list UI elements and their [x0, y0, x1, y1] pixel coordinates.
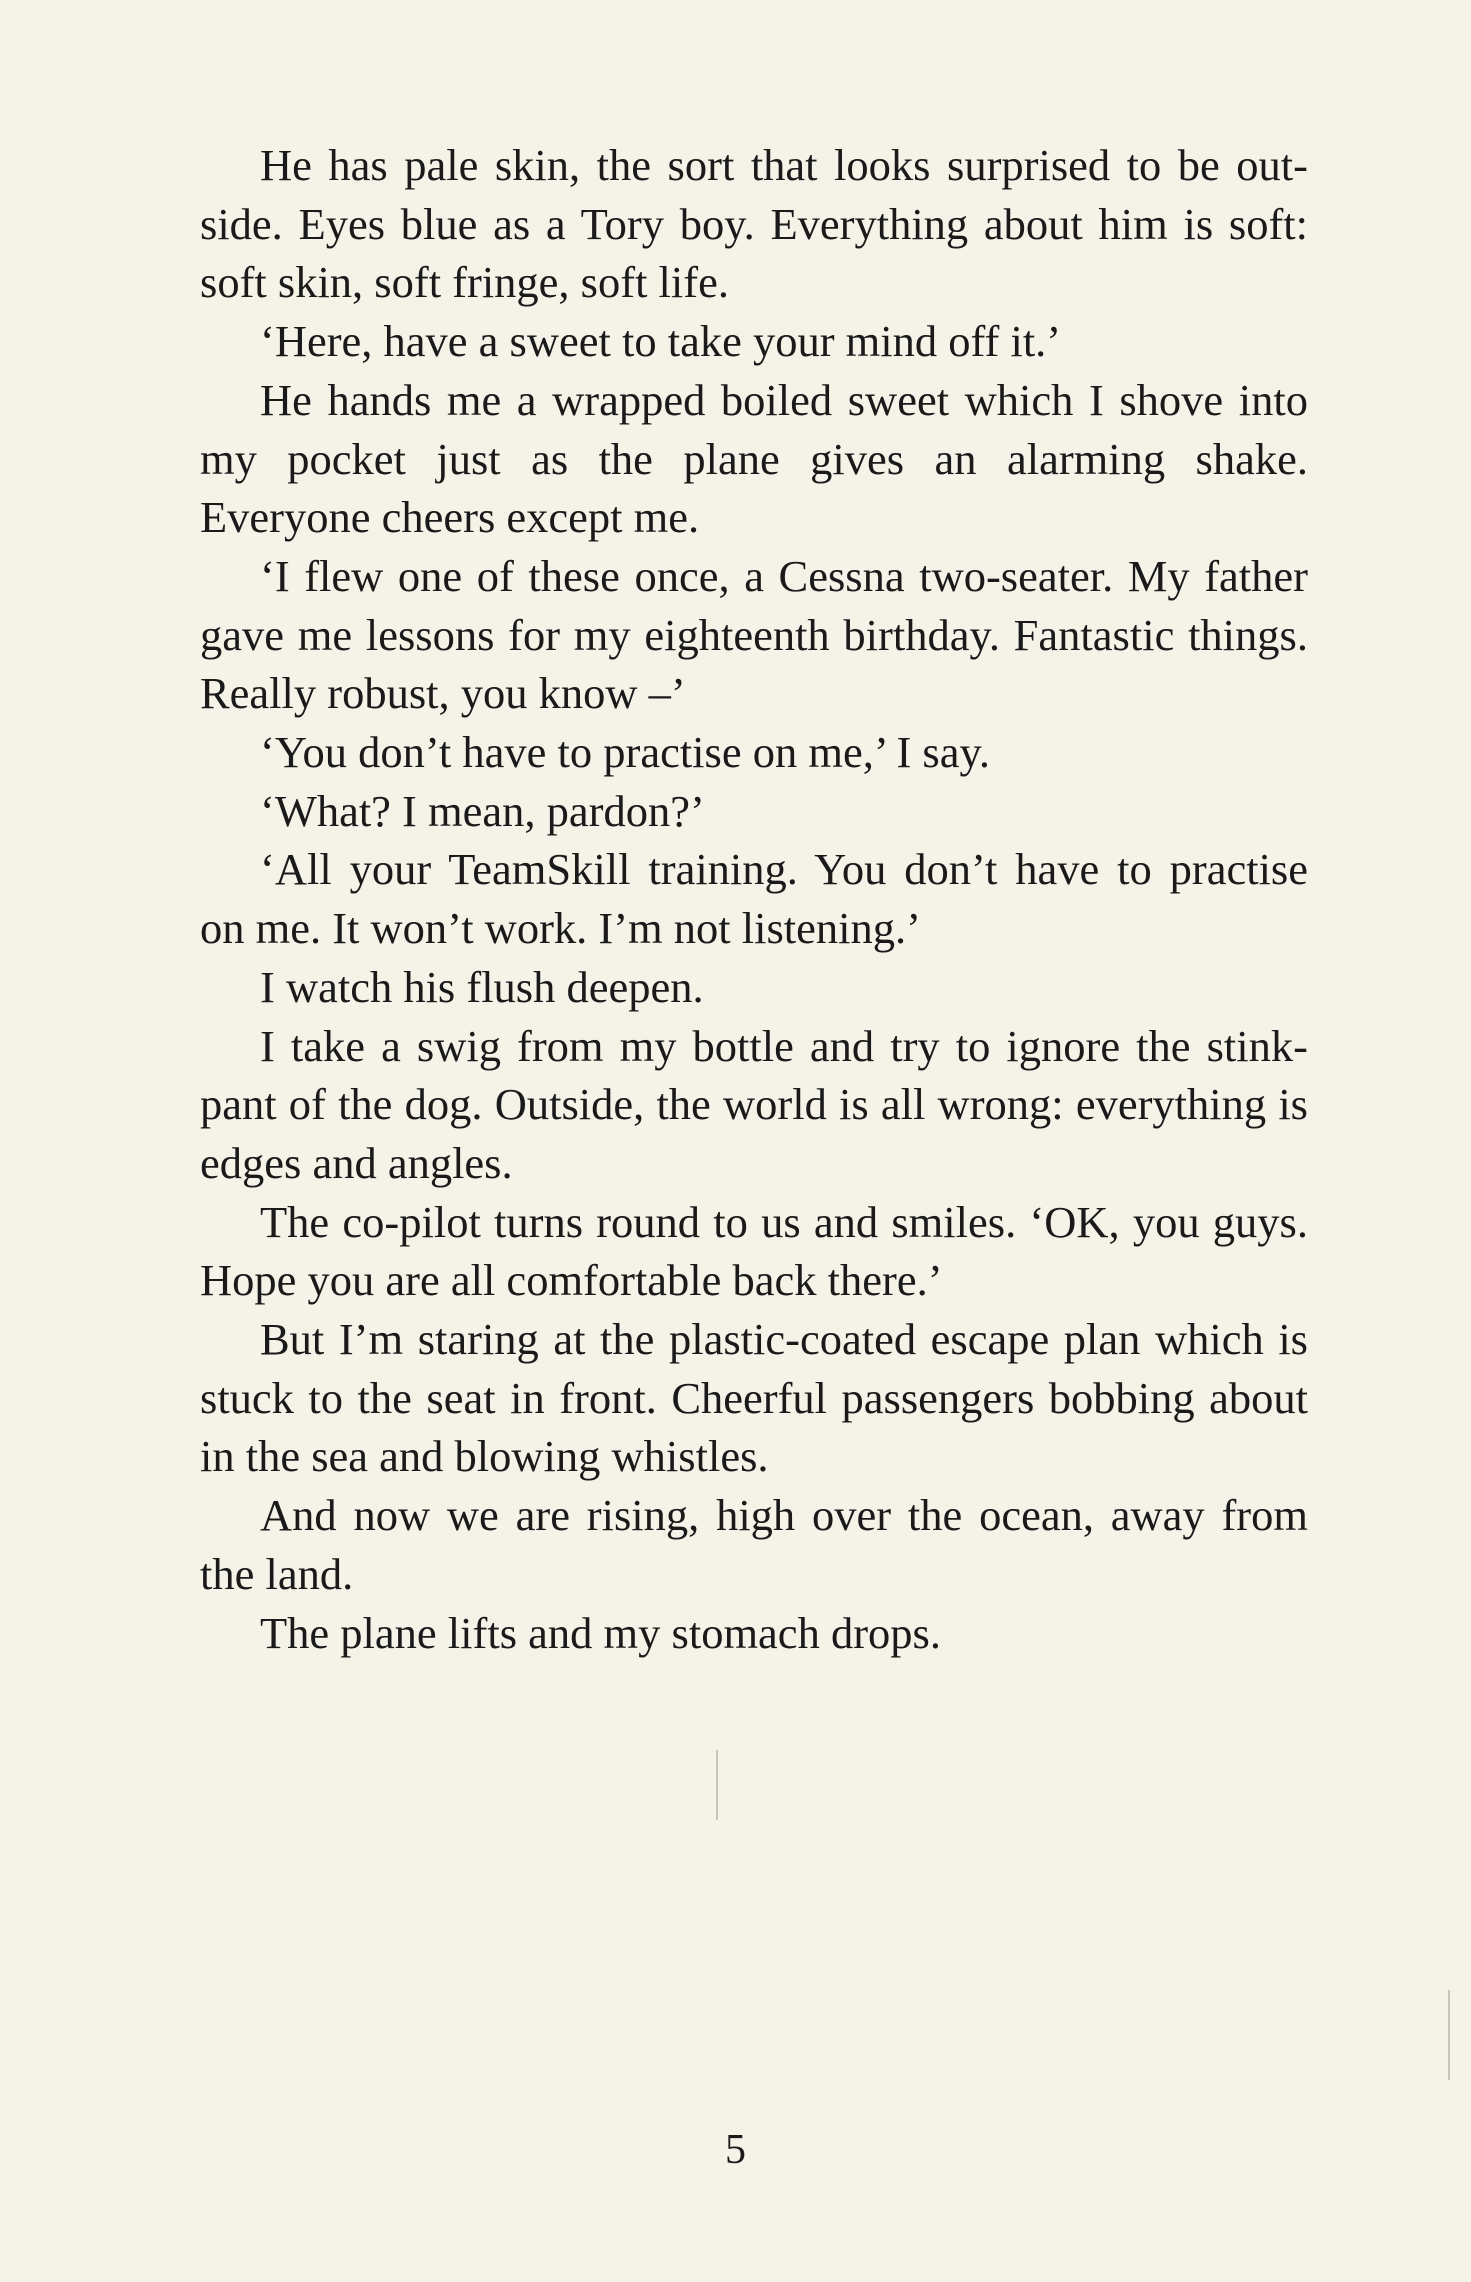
paragraph: The co-pilot turns round to us and smiles. ‘OK, you guys. Hope you are all comfortable back there.’ [200, 1196, 1308, 1306]
paragraph: He has pale skin, the sort that looks surprised to be outside. Eyes blue as a Tory boy. Everything about him is soft: soft skin, soft fringe, soft life. [200, 140, 1308, 308]
paragraph: ‘What? I mean, pardon?’ [260, 785, 705, 836]
scan-mark [1448, 1990, 1450, 2080]
page-number: 5 [725, 2127, 746, 2173]
paragraph: But I’m staring at the plastic-coated escape plan which is stuck to the seat in front. Cheerful passengers bobbing about in the sea and blowing whistles. [200, 1314, 1308, 1482]
paragraph: ‘You don’t have to practise on me,’ I say. [260, 727, 990, 778]
paragraph: He hands me a wrapped boiled sweet which I shove into my pocket just as the plane gives an alarming shake. Everyone cheers except me. [200, 374, 1308, 543]
paragraph: I take a swig from my bottle and try to ignore the stinkpant of the dog. Outside, the world is all wrong: everything is edges and angles. [200, 1020, 1308, 1188]
paragraph: And now we are rising, high over the ocean, away from the land. [200, 1490, 1308, 1599]
paragraph: ‘All your TeamSkill training. You don’t have to practise on me. It won’t work. I’m not listening.’ [200, 844, 1308, 954]
paragraph: ‘Here, have a sweet to take your mind off it.’ [260, 316, 1062, 367]
scan-mark [716, 1750, 718, 1820]
paragraph: I watch his flush deepen. [260, 961, 704, 1012]
body-text [200, 136, 1308, 1662]
paragraph: ‘I flew one of these once, a Cessna two-seater. My father gave me lessons for my eighteenth birthday. Fantastic things. Really robust, you know –’ [200, 550, 1308, 719]
paragraph: The plane lifts and my stomach drops. [260, 1607, 941, 1658]
